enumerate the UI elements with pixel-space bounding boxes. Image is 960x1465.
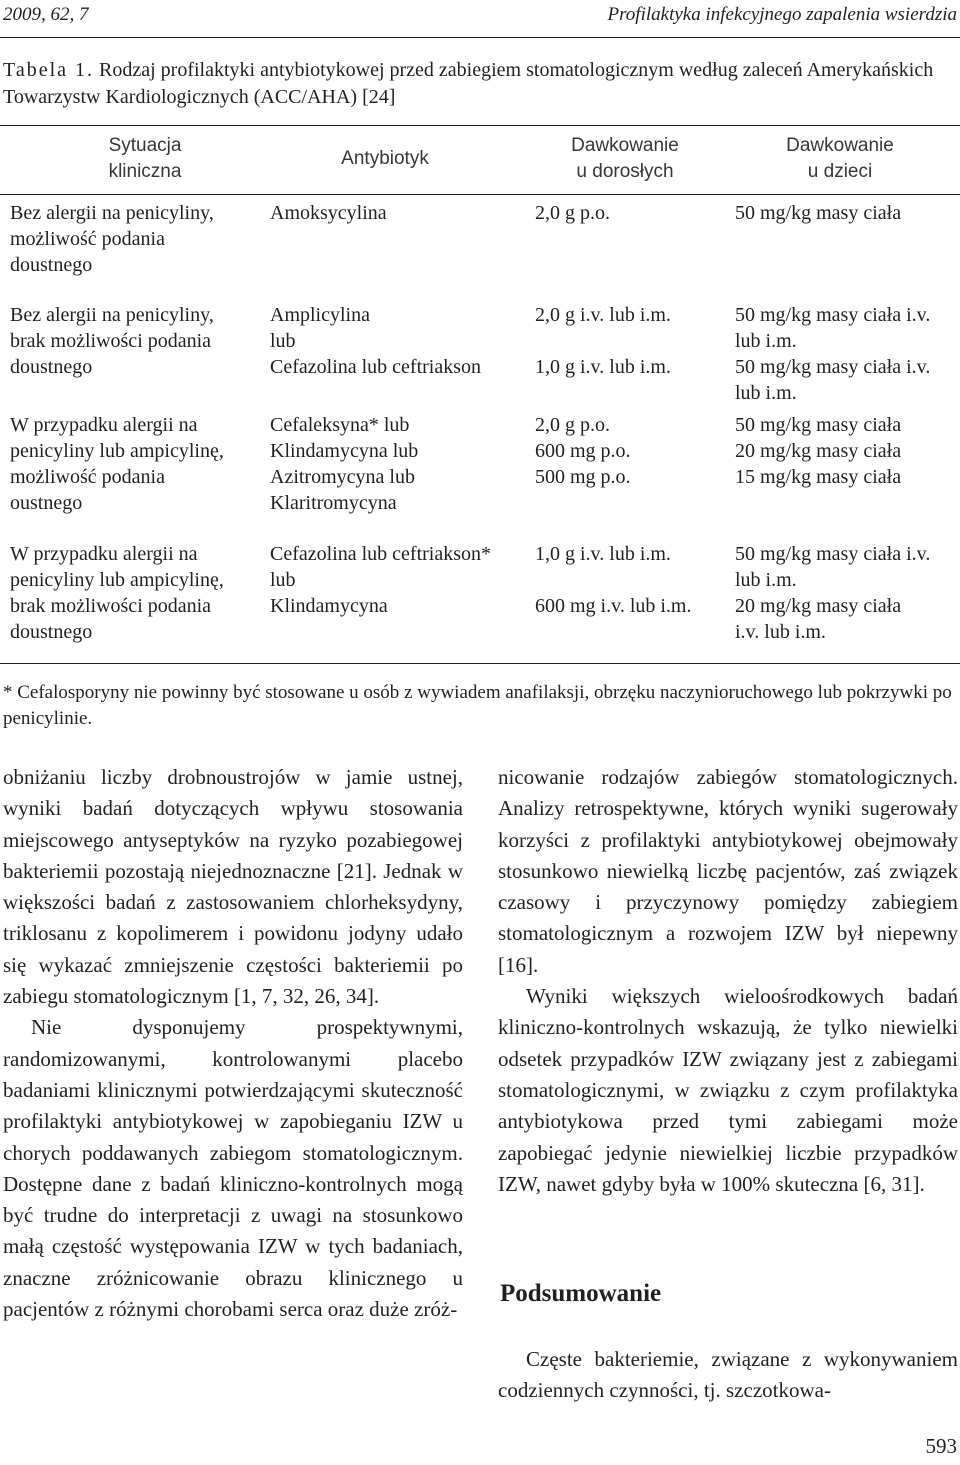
cell-situation: penicyliny lub ampicylinę, — [10, 440, 224, 462]
paragraph: Nie dysponujemy prospektywnymi, randomizowanymi, kontrolowanymi placebo badaniami klinicznymi potwierdzającymi skuteczność profilaktyki antybiotykowej w zapobieganiu IZW u chorych poddawanych zabiegom stomatologicznym. Dostępne dane z badań kliniczno-kontrolnych mogą być trudne do interpretacji z uwagi na stosunkowo małą częstość występowania IZW w tych badaniach, znaczne zróżnicowanie obrazu klinicznego u pacjentów z różnymi chorobami serca oraz duże zróż- — [3, 1015, 463, 1322]
cell-situation: doustnego — [10, 621, 93, 643]
cell-child-dose: i.v. lub i.m. — [735, 621, 826, 643]
table-header-rule — [0, 194, 960, 195]
table-caption-text: Rodzaj profilaktyki antybiotykowej przed zabiegiem stomatologicznym według zaleceń Amerykańskich Towarzystw Kardiologicznych (ACC/AHA) [24] — [3, 59, 934, 108]
header-antibiotic: Antybiotyk — [341, 148, 429, 169]
cell-adult-dose: 2,0 g i.v. lub i.m. — [535, 304, 671, 326]
cell-antibiotic: Cefazolina lub ceftriakson — [270, 356, 482, 378]
header-child-dose: Dawkowanie u dzieci — [786, 135, 894, 182]
cell-antibiotic: lub — [270, 330, 296, 352]
cell-child-dose: 50 mg/kg masy ciała — [735, 414, 902, 436]
table-footnote: * Cefalosporyny nie powinny być stosowane u osób z wywiadem anafilaksji, obrzęku naczynioruchowego lub pokrzywki po penicylinie. — [3, 682, 952, 729]
cell-situation: oustnego — [10, 492, 83, 514]
cell-situation: Bez alergii na penicyliny, — [10, 202, 214, 224]
cell-situation: W przypadku alergii na — [10, 414, 198, 436]
cell-antibiotic: Klindamycyna lub — [270, 440, 419, 462]
cell-situation: Bez alergii na penicyliny, — [10, 304, 214, 326]
section-heading: Podsumowanie — [500, 1280, 662, 1307]
cell-adult-dose: 1,0 g i.v. lub i.m. — [535, 543, 671, 565]
cell-antibiotic: lub — [270, 569, 296, 591]
cell-antibiotic: Klindamycyna — [270, 595, 388, 617]
cell-antibiotic: Amplicylina — [270, 304, 370, 326]
paragraph: nicowanie rodzajów zabiegów stomatologicznych. Analizy retrospektywne, których wyniki sugerowały korzyści z profilaktyki antybiotykowej obejmowały stosunkowo niewielką liczbę pacjentów, zaś związek czasowy i przyczynowy pomiędzy zabiegiem stomatologicznym a rozwojem IZW był niepewny [16]. — [498, 765, 958, 977]
cell-child-dose: 50 mg/kg masy ciała i.v. — [735, 356, 931, 378]
body-column-left — [3, 762, 463, 1325]
cell-child-dose: lub i.m. — [735, 569, 797, 591]
paragraph: Częste bakteriemie, związane z wykonywaniem codziennych czynności, tj. szczotkowa- — [498, 1347, 958, 1403]
table-top-rule — [0, 125, 960, 126]
cell-child-dose: 15 mg/kg masy ciała — [735, 466, 902, 488]
cell-antibiotic: Amoksycylina — [270, 202, 387, 224]
cell-adult-dose: 2,0 g p.o. — [535, 414, 610, 436]
cell-antibiotic: Cefazolina lub ceftriakson* — [270, 543, 492, 565]
cell-antibiotic: Klaritromycyna — [270, 492, 397, 514]
cell-situation: brak możliwości podania — [10, 330, 212, 352]
table-bottom-rule — [0, 663, 960, 664]
journal-reference: 2009, 62, 7 — [3, 4, 89, 25]
cell-situation: W przypadku alergii na — [10, 543, 198, 565]
cell-situation: penicyliny lub ampicylinę, — [10, 569, 224, 591]
cell-adult-dose: 600 mg i.v. lub i.m. — [535, 595, 692, 617]
article-short-title: Profilaktyka infekcyjnego zapalenia wsierdzia — [607, 4, 957, 25]
body-column-right-continued — [498, 1344, 958, 1407]
cell-child-dose: lub i.m. — [735, 382, 797, 404]
cell-child-dose: 50 mg/kg masy ciała i.v. — [735, 543, 931, 565]
page-number: 593 — [925, 1434, 957, 1458]
cell-child-dose: 50 mg/kg masy ciała — [735, 202, 902, 224]
paragraph: Wyniki większych wieloośrodkowych badań kliniczno-kontrolnych wskazują, że tylko niewielki odsetek przypadków IZW związany jest z zabiegami stomatologicznymi, w związku z czym profilaktyka antybiotykowa przed tymi zabiegami może zapobiegać jedynie niewielkiej liczbie przypadków IZW, nawet gdyby była w 100% skuteczna [6, 31]. — [498, 984, 958, 1196]
cell-child-dose: 20 mg/kg masy ciała — [735, 595, 902, 617]
header-adult-dose: Dawkowanie u dorosłych — [571, 135, 679, 182]
cell-situation: doustnego — [10, 356, 93, 378]
cell-child-dose: 20 mg/kg masy ciała — [735, 440, 902, 462]
header-situation: Sytuacja kliniczna — [108, 135, 182, 182]
cell-child-dose: lub i.m. — [735, 330, 797, 352]
cell-antibiotic: Cefaleksyna* lub — [270, 414, 410, 436]
cell-adult-dose: 600 mg p.o. — [535, 440, 631, 462]
cell-adult-dose: 500 mg p.o. — [535, 466, 631, 488]
cell-child-dose: 50 mg/kg masy ciała i.v. — [735, 304, 931, 326]
cell-situation: możliwość podania — [10, 228, 165, 250]
cell-situation: doustnego — [10, 254, 93, 276]
body-column-right — [498, 762, 958, 1200]
table-caption — [3, 57, 958, 111]
running-header — [0, 0, 960, 36]
cell-adult-dose: 2,0 g p.o. — [535, 202, 610, 224]
cell-situation: możliwość podania — [10, 466, 165, 488]
paragraph: obniżaniu liczby drobnoustrojów w jamie ustnej, wyniki badań dotyczących wpływu stosowania miejscowego antyseptyków na ryzyko pozabiegowej bakteriemii pozostają niejednoznaczne [21]. Jednak w większości badań z zastosowaniem chlorheksydyny, triklosanu z kopolimerem i powidonu jodyny udało się wykazać zmniejszenie częstości bakteriemii po zabiegu stomatologicznym [1, 7, 32, 26, 34]. — [3, 765, 463, 1009]
table-caption-label: Tabela 1. — [3, 59, 95, 81]
cell-antibiotic: Azitromycyna lub — [270, 466, 415, 488]
cell-adult-dose: 1,0 g i.v. lub i.m. — [535, 356, 671, 378]
header-rule — [0, 37, 960, 38]
cell-situation: brak możliwości podania — [10, 595, 212, 617]
